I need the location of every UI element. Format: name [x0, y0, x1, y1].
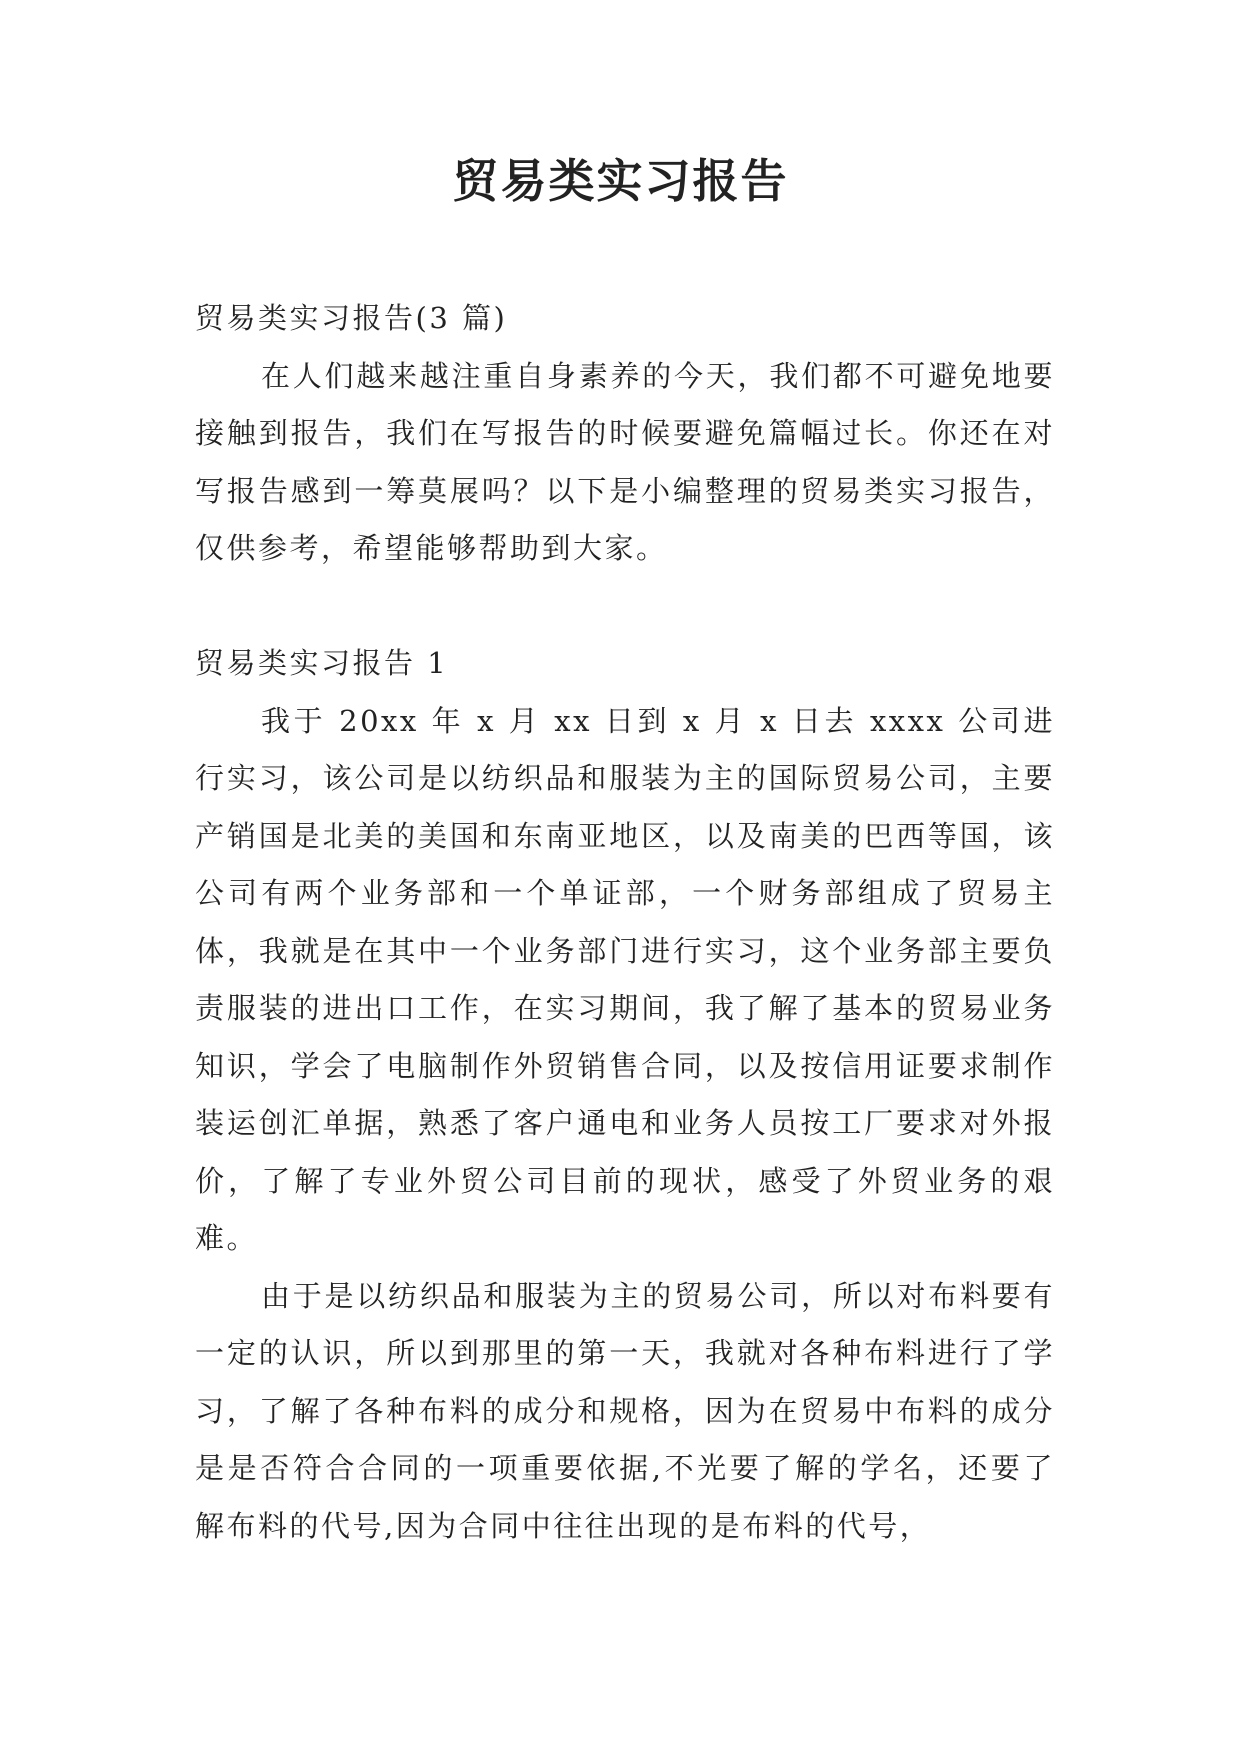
body-paragraph: 我于 20xx 年 x 月 xx 日到 x 月 x 日去 xxxx 公司进行实习，该公司是以纺织品和服装为主的国际贸易公司，主要产销国是北美的美国和东南亚地区，以及南美的巴西等国，该公司有两个业务部和一个单证部，一个财务部组成了贸易主体，我就是在其中一个业务部门进行实习，这个业务部主要负责服装的进出口工作，在实习期间，我了解了基本的贸易业务知识，学会了电脑制作外贸销售合同，以及按信用证要求制作装运创汇单据，熟悉了客户通电和业务人员按工厂要求对外报价，了解了专业外贸公司目前的现状，感受了外贸业务的艰难。 [195, 703, 1055, 1255]
section-heading: 贸易类实习报告 1 [195, 646, 449, 680]
section-spacer [195, 578, 1055, 636]
document-subtitle: 贸易类实习报告(3 篇) [195, 301, 508, 335]
document-body [195, 290, 1055, 1555]
document-title: 贸易类实习报告 [452, 154, 789, 208]
intro-paragraph: 在人们越来越注重自身素养的今天，我们都不可避免地要接触到报告，我们在写报告的时候要避免篇幅过长。你还在对写报告感到一筹莫展吗？以下是小编整理的贸易类实习报告，仅供参考，希望能够帮助到大家。 [195, 358, 1055, 565]
body-paragraph: 由于是以纺织品和服装为主的贸易公司，所以对布料要有一定的认识，所以到那里的第一天，我就对各种布料进行了学习，了解了各种布料的成分和规格，因为在贸易中布料的成分是是否符合合同的一项重要依据,不光要了解的学名，还要了解布料的代号,因为合同中往往出现的是布料的代号， [195, 1278, 1055, 1543]
